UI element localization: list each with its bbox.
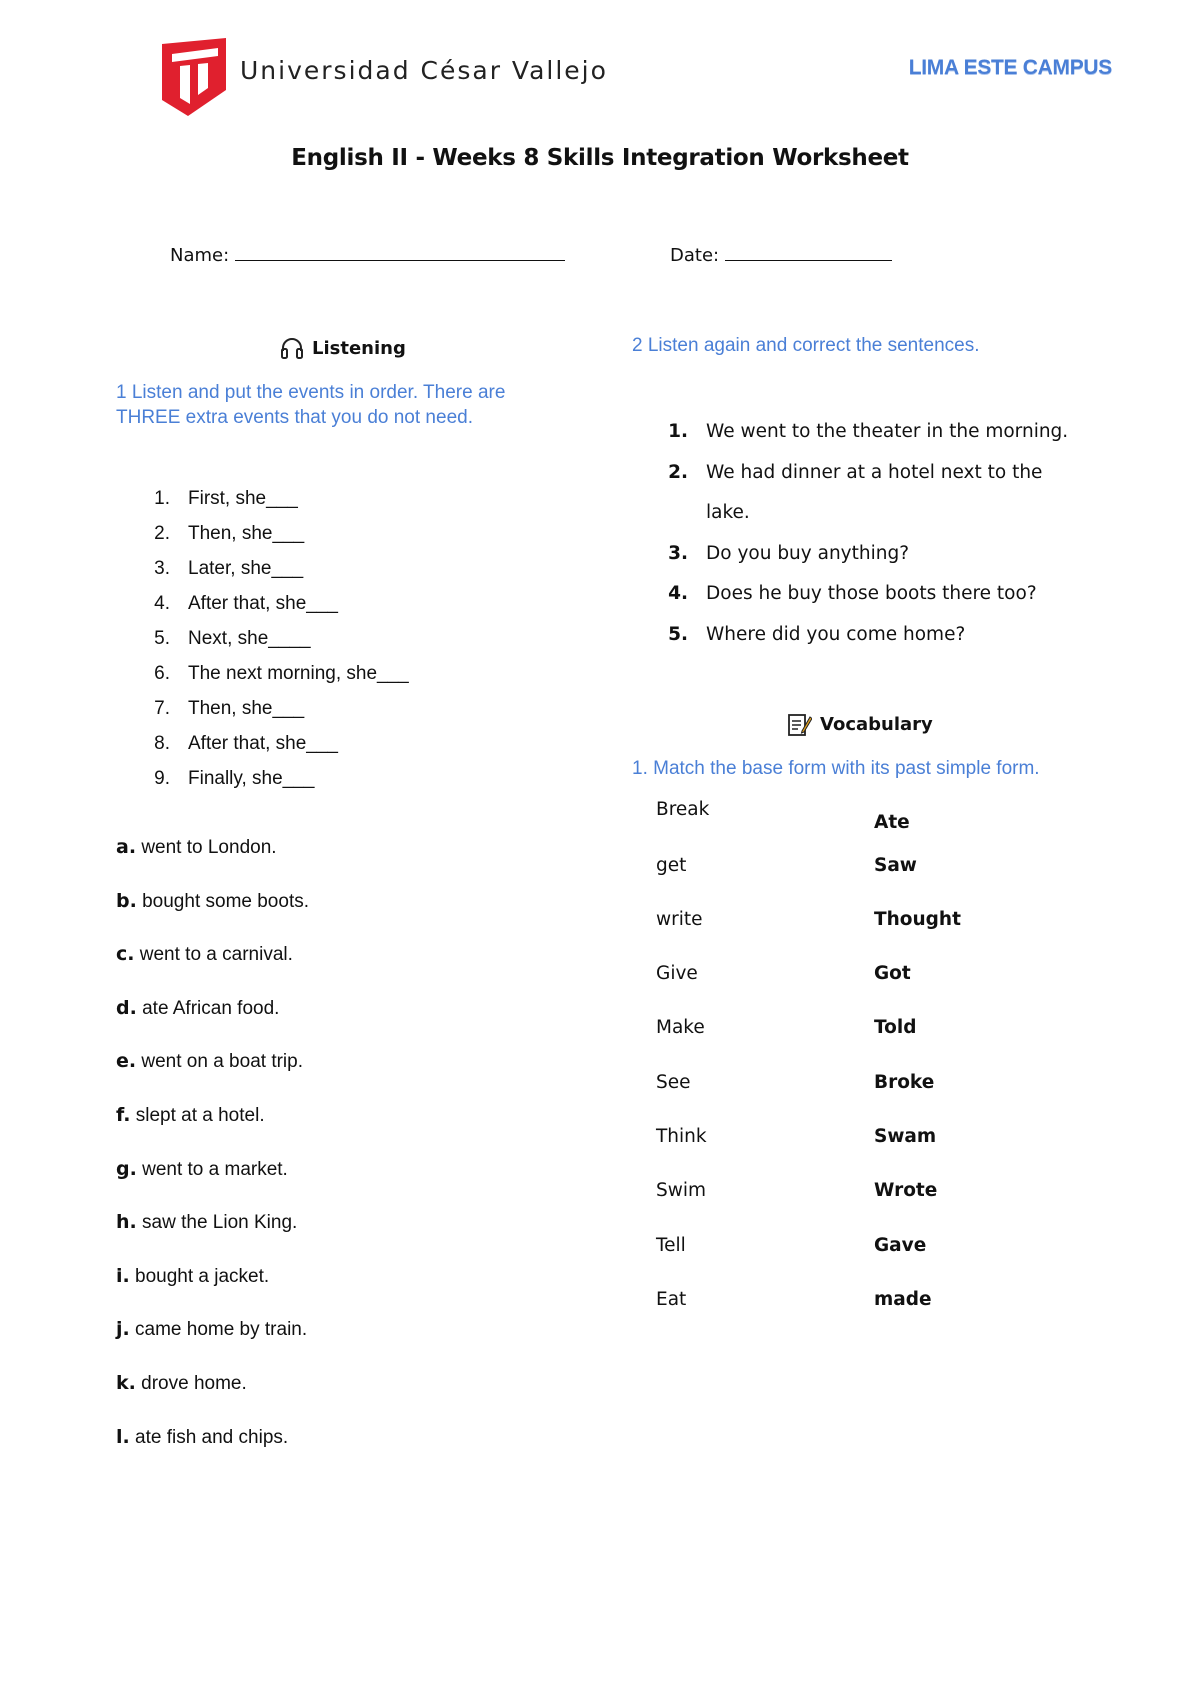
order-text: Then, she___ bbox=[188, 523, 305, 544]
base-form-word: Break bbox=[656, 799, 710, 820]
order-item bbox=[134, 663, 514, 698]
sentence-item bbox=[652, 412, 1112, 453]
date-label: Date: bbox=[670, 245, 720, 266]
sentence-number: 2. bbox=[668, 461, 688, 483]
sentence-number: 3. bbox=[668, 542, 688, 564]
order-list bbox=[134, 488, 514, 803]
base-form-word: Eat bbox=[656, 1289, 687, 1310]
event-letter: c. bbox=[116, 943, 135, 966]
order-text: Later, she___ bbox=[188, 558, 304, 579]
order-text: The next morning, she___ bbox=[188, 663, 409, 684]
event-text: ate fish and chips. bbox=[135, 1426, 289, 1448]
event-option bbox=[116, 1372, 556, 1426]
event-option bbox=[116, 1104, 556, 1158]
event-letter: a. bbox=[116, 836, 137, 858]
university-crest-icon bbox=[160, 38, 228, 116]
base-form-word: Make bbox=[656, 1017, 705, 1038]
event-text: went on a boat trip. bbox=[141, 1051, 303, 1073]
event-letter: e. bbox=[116, 1050, 137, 1073]
worksheet-title: English II - Weeks 8 Skills Integration Worksheet bbox=[291, 145, 909, 171]
university-logo bbox=[160, 38, 630, 118]
events-list bbox=[116, 836, 556, 1479]
event-text: bought some boots. bbox=[142, 890, 309, 912]
order-item bbox=[134, 768, 514, 803]
event-text: went to London. bbox=[141, 837, 277, 858]
order-number: 5. bbox=[154, 628, 170, 649]
order-number: 2. bbox=[154, 523, 170, 544]
event-letter: k. bbox=[116, 1371, 136, 1394]
order-number: 3. bbox=[154, 558, 170, 579]
event-letter: b. bbox=[116, 889, 137, 912]
sentence-item bbox=[652, 534, 1112, 575]
event-letter: l. bbox=[116, 1425, 130, 1448]
sentence-item bbox=[652, 453, 1112, 494]
sentence-number: 5. bbox=[668, 623, 688, 645]
order-text: Then, she___ bbox=[188, 698, 305, 719]
sentence-text: Where did you come home? bbox=[706, 623, 966, 645]
listening-heading: Listening bbox=[280, 336, 406, 360]
sentence-item bbox=[652, 615, 1112, 656]
base-form-word: Tell bbox=[656, 1235, 686, 1256]
order-text: After that, she___ bbox=[188, 593, 338, 614]
event-text: came home by train. bbox=[135, 1319, 308, 1341]
base-form-word: See bbox=[656, 1072, 691, 1093]
order-item bbox=[134, 593, 514, 628]
event-option bbox=[116, 1426, 556, 1480]
event-option bbox=[116, 997, 556, 1051]
vocabulary-heading: Vocabulary bbox=[786, 711, 933, 737]
base-form-word: get bbox=[656, 855, 687, 876]
event-option bbox=[116, 1265, 556, 1319]
headphones-icon bbox=[280, 336, 304, 360]
sentence-number: 1. bbox=[668, 421, 688, 442]
event-option bbox=[116, 1318, 556, 1372]
sentence-item bbox=[652, 574, 1112, 615]
name-line[interactable] bbox=[235, 244, 565, 261]
past-form-word: made bbox=[874, 1289, 932, 1310]
past-form-word: Swam bbox=[874, 1126, 937, 1147]
event-text: went to a market. bbox=[142, 1158, 288, 1180]
notepad-icon bbox=[786, 711, 812, 737]
event-option bbox=[116, 890, 556, 944]
order-item bbox=[134, 558, 514, 593]
event-letter: h. bbox=[116, 1211, 137, 1234]
order-number: 7. bbox=[154, 698, 170, 719]
event-option bbox=[116, 836, 556, 890]
past-form-word: Wrote bbox=[874, 1180, 938, 1201]
event-option bbox=[116, 1211, 556, 1265]
past-form-word: Thought bbox=[874, 909, 961, 930]
event-text: drove home. bbox=[141, 1372, 247, 1394]
order-item bbox=[134, 733, 514, 768]
sentence-text: We had dinner at a hotel next to the bbox=[706, 461, 1043, 483]
name-label: Name: bbox=[170, 245, 230, 266]
past-form-word: Ate bbox=[874, 812, 910, 833]
order-number: 6. bbox=[154, 663, 170, 684]
sentence-text: We went to the theater in the morning. bbox=[706, 421, 1069, 442]
sentence-number bbox=[652, 493, 706, 534]
name-field[interactable] bbox=[170, 244, 565, 266]
date-field[interactable] bbox=[670, 244, 892, 266]
order-number: 8. bbox=[154, 733, 170, 754]
event-letter: f. bbox=[116, 1103, 131, 1126]
order-item bbox=[134, 628, 514, 663]
order-number: 4. bbox=[154, 593, 170, 614]
past-form-word: Gave bbox=[874, 1235, 927, 1256]
past-form-word: Got bbox=[874, 963, 911, 984]
event-text: saw the Lion King. bbox=[142, 1212, 298, 1234]
past-form-word: Told bbox=[874, 1017, 917, 1038]
event-text: slept at a hotel. bbox=[135, 1104, 265, 1126]
base-form-word: Give bbox=[656, 963, 698, 984]
event-option bbox=[116, 943, 556, 997]
sentence-text: lake. bbox=[706, 502, 750, 523]
base-form-word: Swim bbox=[656, 1180, 707, 1201]
event-text: ate African food. bbox=[142, 997, 280, 1019]
event-option bbox=[116, 1050, 556, 1104]
event-letter: i. bbox=[116, 1264, 130, 1287]
date-line[interactable] bbox=[725, 244, 892, 261]
base-form-word: write bbox=[656, 909, 703, 930]
order-text: First, she___ bbox=[188, 488, 298, 509]
event-letter: d. bbox=[116, 996, 137, 1019]
order-item bbox=[134, 523, 514, 558]
past-form-word: Broke bbox=[874, 1072, 935, 1093]
order-text: Next, she____ bbox=[188, 628, 311, 649]
event-text: went to a carnival. bbox=[139, 944, 293, 966]
event-text: bought a jacket. bbox=[135, 1265, 270, 1287]
university-name: Universidad César Vallejo bbox=[240, 56, 608, 85]
listening-instruction: 1 Listen and put the events in order. There are THREE extra events that you do not need. bbox=[116, 382, 506, 428]
vocabulary-instruction: 1. Match the base form with its past simple form. bbox=[632, 758, 1040, 779]
sentence-number: 4. bbox=[668, 583, 688, 604]
sentence-item bbox=[652, 493, 1112, 534]
order-number: 1. bbox=[154, 488, 170, 509]
correct-instruction: 2 Listen again and correct the sentences. bbox=[632, 335, 980, 356]
order-text: Finally, she___ bbox=[188, 768, 315, 789]
event-option bbox=[116, 1158, 556, 1212]
base-form-word: Think bbox=[656, 1126, 707, 1147]
order-item bbox=[134, 488, 514, 523]
order-text: After that, she___ bbox=[188, 733, 338, 754]
event-letter: j. bbox=[116, 1318, 130, 1341]
campus-label: LIMA ESTE CAMPUS bbox=[908, 56, 1112, 79]
event-letter: g. bbox=[116, 1157, 137, 1180]
order-item bbox=[134, 698, 514, 733]
past-form-word: Saw bbox=[874, 855, 917, 876]
order-number: 9. bbox=[154, 768, 170, 789]
sentence-text: Do you buy anything? bbox=[706, 542, 910, 564]
sentence-text: Does he buy those boots there too? bbox=[706, 583, 1037, 604]
sentences-list bbox=[652, 412, 1112, 655]
